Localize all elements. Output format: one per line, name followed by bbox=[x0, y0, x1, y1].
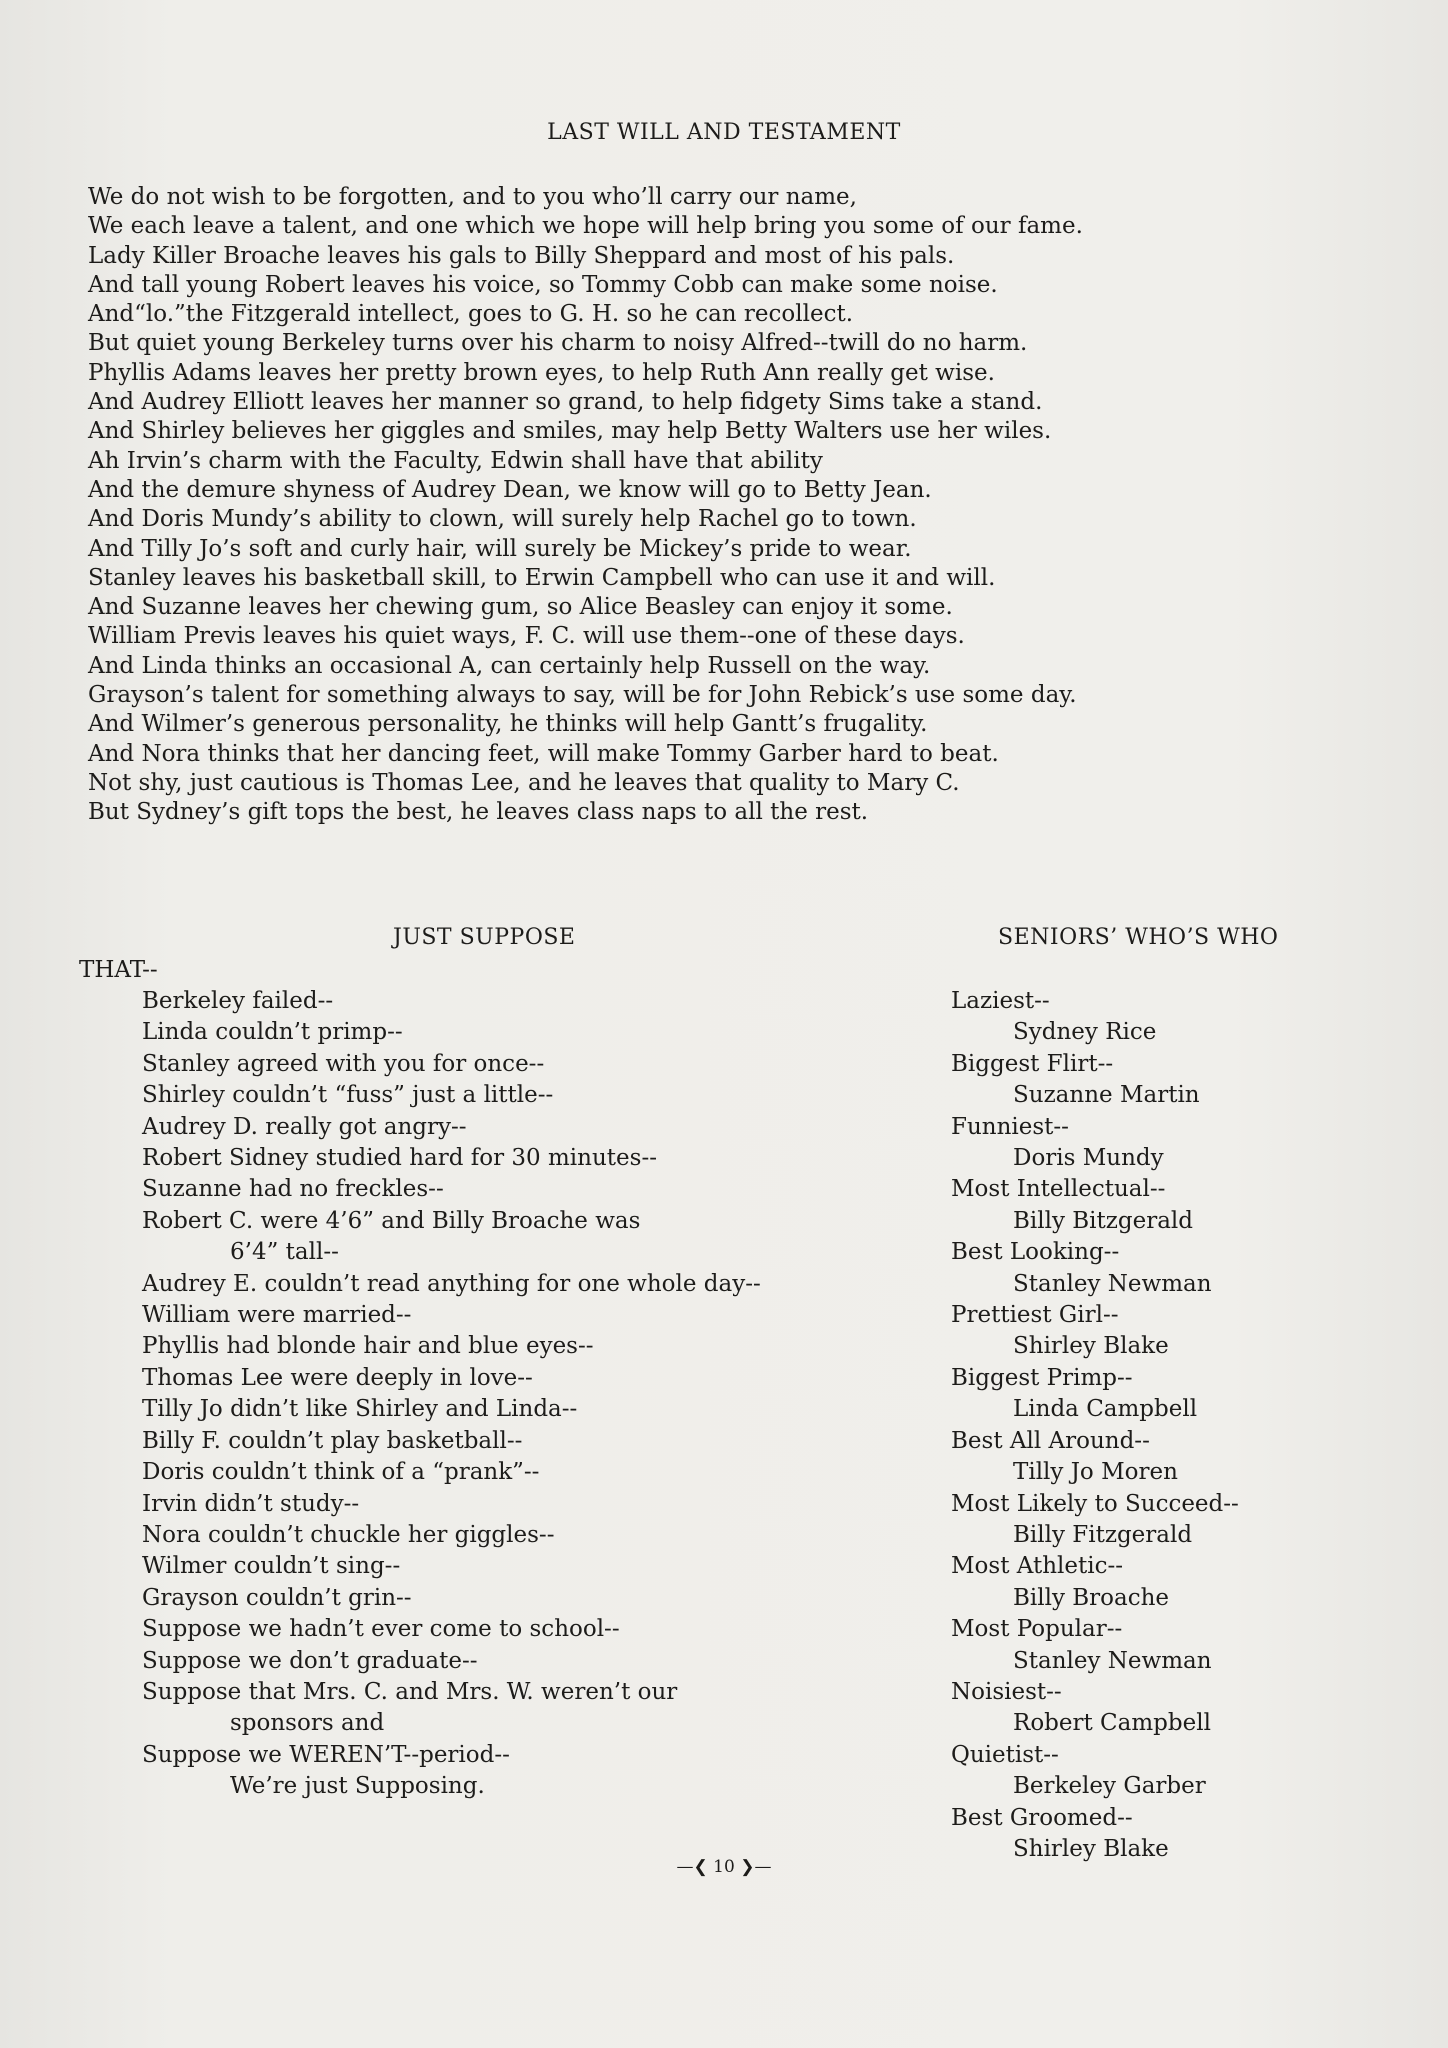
suppose-line: Shirley couldn’t “fuss” just a little-- bbox=[142, 1082, 554, 1109]
suppose-line: sponsors and bbox=[230, 1710, 385, 1737]
whos-who-category: Most Athletic-- bbox=[951, 1553, 1124, 1580]
suppose-line: Wilmer couldn’t sing-- bbox=[142, 1553, 401, 1580]
poem-line: And Linda thinks an occasional A, can certainly help Russell on the way. bbox=[88, 652, 931, 679]
whos-who-name: Tilly Jo Moren bbox=[1013, 1459, 1178, 1486]
suppose-line: Robert C. were 4’6” and Billy Broache was bbox=[142, 1207, 641, 1234]
whos-who-name: Billy Fitzgerald bbox=[1013, 1521, 1193, 1548]
poem-line: Not shy, just cautious is Thomas Lee, and he leaves that quality to Mary C. bbox=[88, 769, 960, 796]
whos-who-category: Prettiest Girl-- bbox=[951, 1302, 1119, 1329]
whos-who-entry bbox=[951, 1112, 1239, 1175]
poem bbox=[88, 183, 1083, 828]
whos-who-category: Biggest Flirt-- bbox=[951, 1050, 1114, 1077]
poem-line: And tall young Robert leaves his voice, so Tommy Cobb can make some noise. bbox=[88, 271, 998, 298]
whos-who-category: Most Intellectual-- bbox=[951, 1176, 1166, 1203]
just-suppose-heading: JUST SUPPOSE bbox=[393, 925, 576, 950]
suppose-line: William were married-- bbox=[142, 1302, 412, 1329]
just-suppose-list bbox=[142, 986, 761, 1803]
whos-who-category: Quietist-- bbox=[951, 1741, 1059, 1768]
suppose-line: Irvin didn’t study-- bbox=[142, 1490, 360, 1517]
suppose-line: Tilly Jo didn’t like Shirley and Linda-- bbox=[142, 1396, 578, 1423]
whos-who-name: Sydney Rice bbox=[1013, 1019, 1157, 1046]
suppose-line: Audrey E. couldn’t read anything for one whole day-- bbox=[142, 1270, 761, 1297]
poem-line: And Suzanne leaves her chewing gum, so Alice Beasley can enjoy it some. bbox=[88, 594, 953, 621]
suppose-line: Robert Sidney studied hard for 30 minutes-- bbox=[142, 1145, 657, 1172]
suppose-line: Billy F. couldn’t play basketball-- bbox=[142, 1427, 523, 1454]
whos-who-category: Best All Around-- bbox=[951, 1427, 1150, 1454]
suppose-line: Berkeley failed-- bbox=[142, 988, 334, 1014]
whos-who-entry bbox=[951, 986, 1239, 1049]
poem-line: Lady Killer Broache leaves his gals to Billy Sheppard and most of his pals. bbox=[88, 242, 955, 269]
suppose-line: Phyllis had blonde hair and blue eyes-- bbox=[142, 1333, 594, 1360]
poem-line: And Doris Mundy’s ability to clown, will surely help Rachel go to town. bbox=[88, 506, 917, 533]
whos-who-name: Billy Broache bbox=[1013, 1584, 1170, 1611]
poem-line: And Tilly Jo’s soft and curly hair, will surely be Mickey’s pride to wear. bbox=[88, 535, 912, 562]
whos-who-name: Linda Campbell bbox=[1013, 1396, 1198, 1423]
poem-line: And Nora thinks that her dancing feet, will make Tommy Garber hard to beat. bbox=[88, 740, 999, 767]
whos-who-category: Laziest-- bbox=[951, 988, 1050, 1014]
whos-who-category: Most Popular-- bbox=[951, 1616, 1123, 1643]
whos-who-entry bbox=[951, 1803, 1239, 1866]
suppose-line: Stanley agreed with you for once-- bbox=[142, 1050, 545, 1077]
whos-who-list bbox=[951, 986, 1239, 1865]
whos-who-entry bbox=[951, 1740, 1239, 1803]
whos-who-category: Funniest-- bbox=[951, 1113, 1069, 1140]
whos-who-entry bbox=[951, 1363, 1239, 1426]
just-suppose-intro: THAT-- bbox=[79, 957, 158, 983]
poem-line: But Sydney’s gift tops the best, he leaves class naps to all the rest. bbox=[88, 799, 869, 826]
whos-who-category: Biggest Primp-- bbox=[951, 1364, 1133, 1391]
page-title: LAST WILL AND TESTAMENT bbox=[547, 120, 901, 145]
whos-who-entry bbox=[951, 1237, 1239, 1300]
suppose-line: Thomas Lee were deeply in love-- bbox=[142, 1364, 533, 1391]
whos-who-entry bbox=[951, 1174, 1239, 1237]
whos-who-entry bbox=[951, 1426, 1239, 1489]
poem-line: We each leave a talent, and one which we hope will help bring you some of our fame. bbox=[88, 213, 1083, 240]
poem-line: William Previs leaves his quiet ways, F. C. will use them--one of these days. bbox=[88, 623, 965, 650]
poem-line: We do not wish to be forgotten, and to you who’ll carry our name, bbox=[88, 184, 857, 210]
poem-line: But quiet young Berkeley turns over his charm to noisy Alfred--twill do no harm. bbox=[88, 330, 1028, 357]
poem-line: Phyllis Adams leaves her pretty brown eyes, to help Ruth Ann really get wise. bbox=[88, 359, 995, 386]
whos-who-heading: SENIORS’ WHO’S WHO bbox=[998, 925, 1279, 950]
whos-who-entry bbox=[951, 1049, 1239, 1112]
whos-who-name: Billy Bitzgerald bbox=[1013, 1207, 1194, 1234]
whos-who-entry bbox=[951, 1551, 1239, 1614]
whos-who-entry bbox=[951, 1300, 1239, 1363]
suppose-line: Nora couldn’t chuckle her giggles-- bbox=[142, 1521, 555, 1548]
poem-line: And the demure shyness of Audrey Dean, we know will go to Betty Jean. bbox=[88, 476, 932, 503]
suppose-line: Suppose we hadn’t ever come to school-- bbox=[142, 1616, 620, 1643]
whos-who-entry bbox=[951, 1677, 1239, 1740]
whos-who-name: Robert Campbell bbox=[1013, 1710, 1211, 1737]
whos-who-name: Stanley Newman bbox=[1013, 1270, 1212, 1297]
suppose-line: Grayson couldn’t grin-- bbox=[142, 1584, 412, 1611]
whos-who-name: Shirley Blake bbox=[1013, 1835, 1169, 1862]
whos-who-name: Shirley Blake bbox=[1013, 1333, 1169, 1360]
poem-line: And Wilmer’s generous personality, he thinks will help Gantt’s frugality. bbox=[88, 711, 928, 738]
poem-line: Grayson’s talent for something always to say, will be for John Rebick’s use some day. bbox=[88, 682, 1077, 709]
poem-line: And“lo.”the Fitzgerald intellect, goes to G. H. so he can recollect. bbox=[88, 301, 854, 328]
whos-who-entry bbox=[951, 1489, 1239, 1552]
suppose-line: We’re just Supposing. bbox=[230, 1773, 485, 1800]
poem-line: Stanley leaves his basketball skill, to Erwin Campbell who can use it and will. bbox=[88, 564, 996, 591]
suppose-line: Suppose we WEREN’T--period-- bbox=[142, 1741, 510, 1768]
suppose-line: Suppose that Mrs. C. and Mrs. W. weren’t our bbox=[142, 1678, 678, 1705]
whos-who-name: Stanley Newman bbox=[1013, 1647, 1212, 1674]
suppose-line: Linda couldn’t primp-- bbox=[142, 1019, 403, 1046]
suppose-line: Audrey D. really got angry-- bbox=[142, 1113, 467, 1140]
whos-who-category: Best Looking-- bbox=[951, 1239, 1120, 1266]
suppose-line: 6’4” tall-- bbox=[230, 1239, 339, 1266]
whos-who-category: Most Likely to Succeed-- bbox=[951, 1490, 1239, 1517]
whos-who-name: Doris Mundy bbox=[1013, 1145, 1164, 1172]
suppose-line: Suzanne had no freckles-- bbox=[142, 1176, 444, 1203]
poem-line: And Audrey Elliott leaves her manner so grand, to help fidgety Sims take a stand. bbox=[88, 389, 1043, 416]
whos-who-name: Berkeley Garber bbox=[1013, 1773, 1206, 1800]
poem-line: Ah Irvin’s charm with the Faculty, Edwin shall have that ability bbox=[88, 447, 823, 474]
poem-line: And Shirley believes her giggles and smiles, may help Betty Walters use her wiles. bbox=[88, 418, 1052, 445]
suppose-line: Suppose we don’t graduate-- bbox=[142, 1647, 478, 1674]
whos-who-entry bbox=[951, 1614, 1239, 1677]
whos-who-category: Best Groomed-- bbox=[951, 1804, 1133, 1831]
page-number: —❮ 10 ❯— bbox=[676, 1857, 772, 1877]
whos-who-name: Suzanne Martin bbox=[1013, 1082, 1200, 1109]
whos-who-category: Noisiest-- bbox=[951, 1678, 1062, 1705]
suppose-line: Doris couldn’t think of a “prank”-- bbox=[142, 1459, 540, 1486]
